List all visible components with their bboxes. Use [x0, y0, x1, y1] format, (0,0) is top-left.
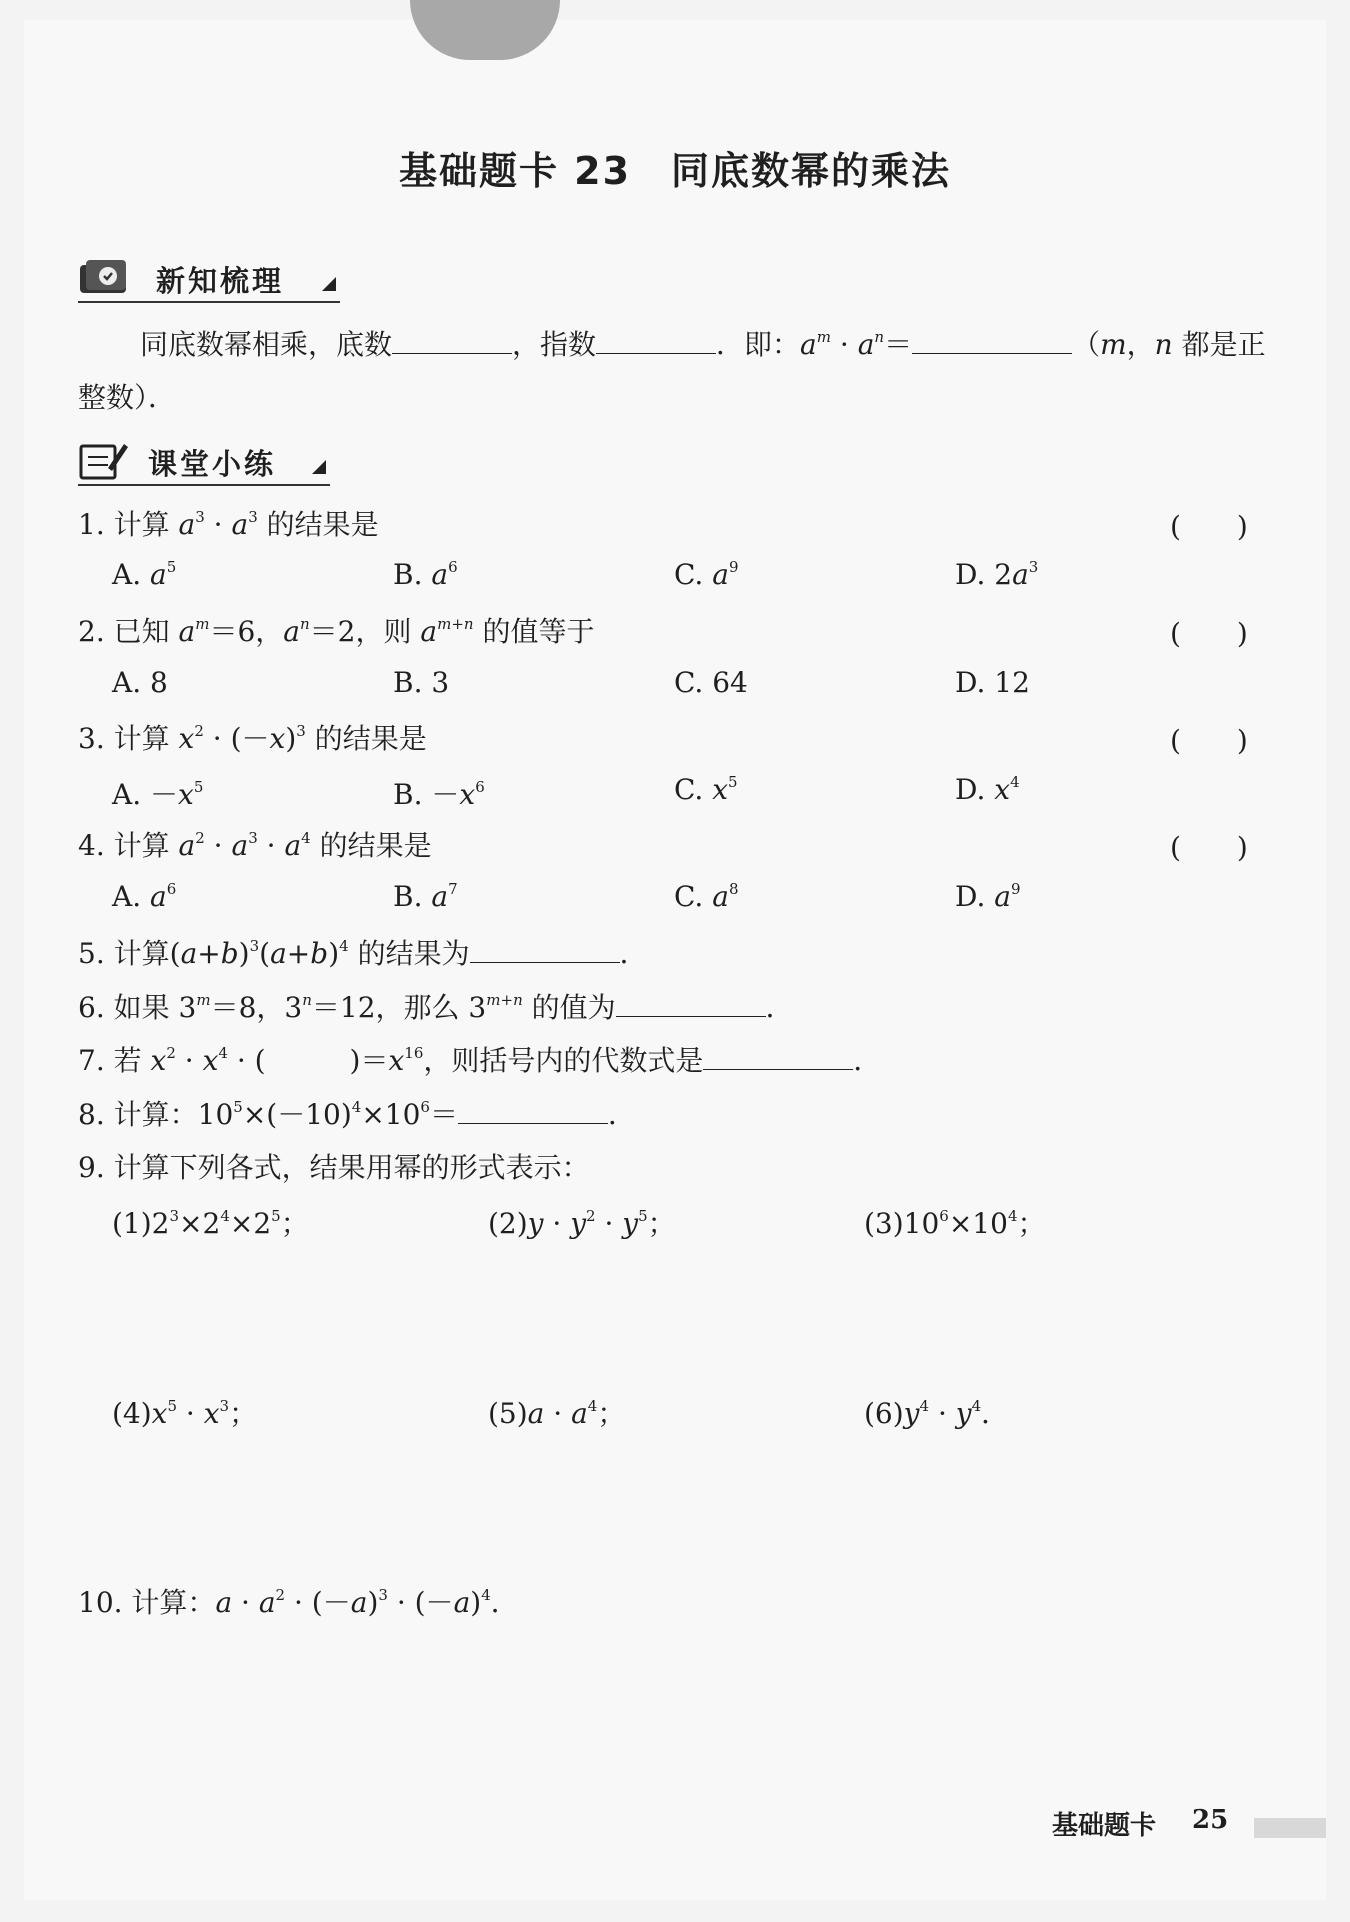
- answer-blank[interactable]: [392, 325, 512, 354]
- option-a[interactable]: A. $a^5$: [112, 558, 177, 591]
- intro-line-2: 整数）．: [78, 381, 177, 414]
- question-9-part-5: $(5)a \cdot a^4$；: [488, 1397, 626, 1430]
- question-9-part-6: $(6)y^4 \cdot y^4$．: [864, 1397, 1010, 1430]
- arrow-icon: [312, 460, 326, 474]
- question-2: 2. 已知 $a^m=6$，$a^n=2$，则 $a^{m+n}$ 的值等于: [78, 615, 595, 648]
- option-d[interactable]: D. $a^9$: [955, 880, 1021, 913]
- section-label: 课堂小练: [148, 447, 277, 481]
- option-b[interactable]: B. $a^6$: [393, 558, 458, 591]
- option-d[interactable]: D. 12: [955, 666, 1030, 699]
- footer-label: 基础题卡: [1052, 1811, 1157, 1841]
- question-9-part-4: $(4)x^5 \cdot x^3$；: [112, 1397, 258, 1430]
- option-c[interactable]: C. $x^5$: [674, 773, 738, 806]
- answer-blank[interactable]: [470, 934, 620, 963]
- option-a[interactable]: A. $-x^5$: [112, 778, 204, 811]
- answer-paren[interactable]: ( ): [1170, 724, 1248, 757]
- option-c[interactable]: C. 64: [674, 666, 748, 699]
- question-8: 8. 计算：$10^5\times(-10)^4\times 10^6=$ ．: [78, 1095, 636, 1135]
- question-9-part-2: $(2)y \cdot y^2 \cdot y^5$；: [488, 1207, 676, 1240]
- question-4: 4. 计算 $a^2 \cdot a^3 \cdot a^4$ 的结果是: [78, 829, 432, 862]
- question-7: 7. 若 $x^2 \cdot x^4$ · ( )$=x^{16}$，则括号内的代数式是 ．: [78, 1041, 881, 1081]
- answer-blank[interactable]: [912, 325, 1072, 354]
- question-6: 6. 如果 $3^m=8$，$3^n=12$，那么 $3^{m+n}$ 的值为 ．: [78, 988, 794, 1028]
- option-d[interactable]: D. $2a^3$: [955, 558, 1039, 591]
- option-c[interactable]: C. $a^9$: [674, 558, 739, 591]
- option-b[interactable]: B. 3: [393, 666, 450, 699]
- camera-icon: [78, 257, 130, 297]
- question-5: 5. 计算$(a+b)^3(a+b)^4$ 的结果为 ．: [78, 934, 648, 974]
- section-label: 新知梳理: [156, 264, 285, 298]
- page-number: 25: [1192, 1805, 1229, 1835]
- divider: [78, 301, 340, 303]
- option-d[interactable]: D. $x^4$: [955, 773, 1020, 806]
- section-header-practice: [78, 438, 330, 486]
- answer-paren[interactable]: ( ): [1170, 831, 1248, 864]
- question-9: 9. 计算下列各式，结果用幂的形式表示：: [78, 1151, 590, 1184]
- page-title: 基础题卡 23 同底数幂的乘法: [398, 149, 952, 193]
- option-a[interactable]: A. 8: [112, 666, 168, 699]
- question-1: 1. 计算 $a^3 \cdot a^3$ 的结果是: [78, 508, 379, 541]
- notebook-pen-icon: [78, 440, 130, 480]
- answer-blank[interactable]: [458, 1095, 608, 1124]
- answer-paren[interactable]: ( ): [1170, 510, 1248, 543]
- question-10: 10. 计算：$a \cdot a^2 \cdot (-a)^3 \cdot (-a)^4$．: [78, 1586, 519, 1619]
- footer-decoration: [1254, 1818, 1326, 1838]
- arrow-icon: [322, 277, 336, 291]
- answer-blank[interactable]: [703, 1041, 853, 1070]
- intro-line-1: 同底数幂相乘，底数 ，指数 ．即：$a^m \cdot a^n= (m$，n 都是正: [140, 325, 1266, 365]
- question-3: 3. 计算 $x^2 \cdot (-x)^3$ 的结果是: [78, 722, 427, 755]
- option-b[interactable]: B. $a^7$: [393, 880, 458, 913]
- option-c[interactable]: C. $a^8$: [674, 880, 739, 913]
- section-header-new-knowledge: [78, 255, 340, 303]
- option-b[interactable]: B. $-x^6$: [393, 778, 485, 811]
- answer-blank[interactable]: [596, 325, 716, 354]
- answer-paren[interactable]: ( ): [1170, 617, 1248, 650]
- divider: [78, 484, 330, 486]
- question-9-part-1: $(1)2^3\times 2^4\times 2^5$；: [112, 1207, 309, 1240]
- question-9-part-3: $(3)10^6\times 10^4$；: [864, 1207, 1046, 1240]
- option-a[interactable]: A. $a^6$: [112, 880, 177, 913]
- answer-blank[interactable]: [616, 988, 766, 1017]
